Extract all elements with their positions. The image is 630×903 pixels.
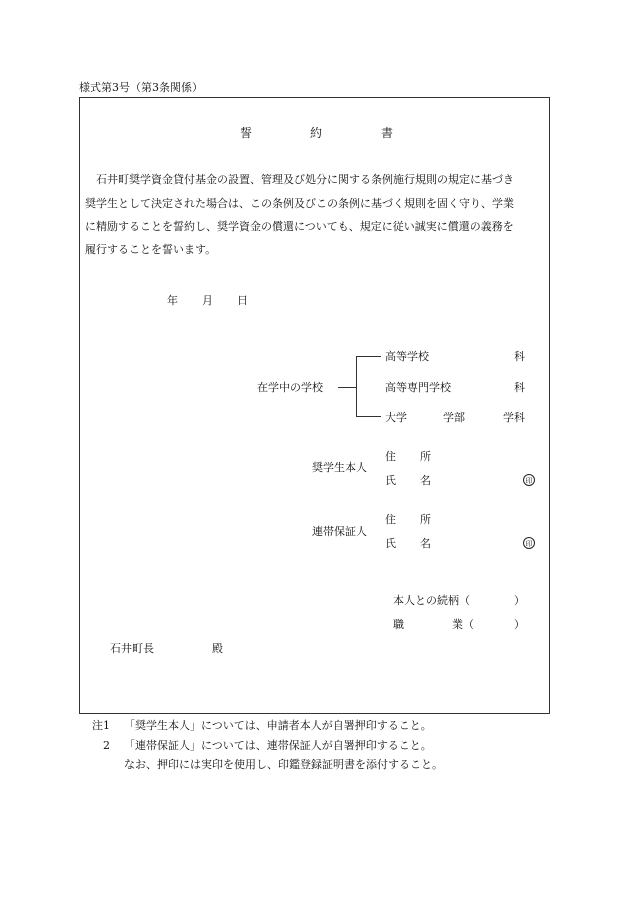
note-1-text: 「奨学生本人」については、申請者本人が自署押印すること。	[124, 719, 432, 732]
guarantor-name-char-2: 名	[420, 537, 431, 550]
body-line-3: に精励することを誓約し、奨学資金の償還についても、規定に従い誠実に償還の義務を	[85, 220, 514, 233]
student-name-char-2: 名	[420, 474, 431, 487]
student-address-char-2: 所	[420, 450, 431, 463]
tech-school-dept: 科	[514, 381, 525, 394]
guarantor-seal-icon: 印	[523, 537, 535, 549]
guarantor-name-char-1: 氏	[385, 537, 396, 550]
relation-label: 本人との続柄（	[393, 594, 470, 607]
note-2-text: 「連帯保証人」については、連帯保証人が自署押印すること。	[124, 739, 432, 752]
school-bracket-pointer	[338, 387, 356, 388]
title-char-3: 書	[381, 126, 394, 140]
body-line-4: 履行することを誓います。	[85, 243, 217, 256]
school-bracket-top	[356, 356, 381, 357]
student-name-char-1: 氏	[385, 474, 396, 487]
addressee-honorific: 殿	[212, 642, 223, 655]
occupation-char-2: 業（	[452, 618, 474, 631]
department-label: 学科	[503, 411, 525, 424]
date-year: 年	[167, 294, 178, 307]
occupation-close: ）	[514, 618, 525, 631]
relation-close: ）	[514, 594, 525, 607]
school-bracket-vertical	[356, 356, 357, 417]
school-label: 在学中の学校	[257, 381, 323, 394]
addressee-mayor: 石井町長	[110, 642, 154, 655]
date-day: 日	[237, 294, 248, 307]
high-school-dept: 科	[514, 350, 525, 363]
guarantor-address-char-1: 住	[385, 513, 396, 526]
form-frame	[79, 97, 550, 714]
tech-school-label: 高等専門学校	[385, 381, 451, 394]
date-month: 月	[202, 294, 213, 307]
title-char-1: 誓	[240, 126, 253, 140]
note-3-text: なお、押印には実印を使用し、印鑑登録証明書を添付すること。	[124, 758, 443, 771]
student-address-char-1: 住	[385, 450, 396, 463]
note-1-number: 注1	[92, 719, 110, 732]
university-label: 大学	[385, 411, 407, 424]
high-school-label: 高等学校	[385, 350, 429, 363]
school-bracket-bottom	[356, 416, 381, 417]
student-label: 奨学生本人	[312, 461, 367, 474]
faculty-label: 学部	[443, 411, 465, 424]
body-line-2: 奨学生として決定された場合は、この条例及びこの条例に基づく規則を固く守り、学業	[85, 197, 514, 210]
form-number: 様式第3号（第3条関係）	[79, 81, 203, 94]
occupation-char-1: 職	[393, 618, 404, 631]
guarantor-label: 連帯保証人	[312, 525, 367, 538]
body-line-1: 石井町奨学資金貸付基金の設置、管理及び処分に関する条例施行規則の規定に基づき	[96, 173, 514, 186]
student-seal-icon: 印	[523, 474, 535, 486]
guarantor-address-char-2: 所	[420, 513, 431, 526]
title-char-2: 約	[310, 126, 323, 140]
note-2-number: 2	[103, 739, 110, 752]
